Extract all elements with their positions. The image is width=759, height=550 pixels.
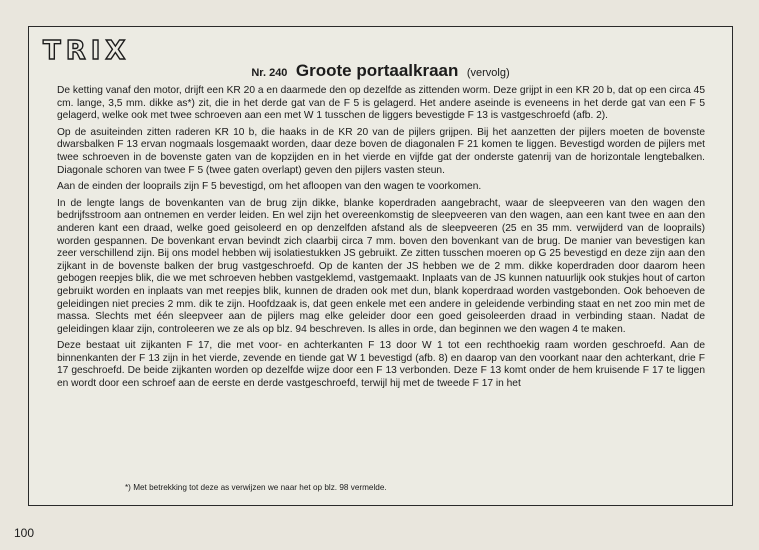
page-frame <box>28 26 733 506</box>
paragraph: Op de asuiteinden zitten raderen KR 10 b, die haaks in de KR 20 van de pijlers grijpen. Bij het aanzetten der pijlers moeten de bovenste dwarsbalken F 13 ervan nogmaals losgemaakt worden, daar deze boven de diagonalen F 21 komen te liggen. Bevestigd worden de pijlers met twee schroeven in de bovenste gaten van de kopzijden en in het vierde en vijfde gat der onderste gatenrij van de horizontale lengtebalken. Diagonale schoren van twee F 5 (twee gaten overlapt) geven den pijlers vasten steun. <box>57 126 705 176</box>
paragraph: Deze bestaat uit zijkanten F 17, die met voor- en achterkanten F 13 door W 1 tot een rechthoekig raam worden geschroefd. Aan de binnenkanten der F 13 zijn in het vierde, zevende en tiende gat W 1 bevestigd (afb. 8) en daarop van den voorkant naar den achterkant, drie F 17 geschroefd. De beide zijkanten worden op dezelfde wijze door een F 13 verbonden. Deze F 13 komt onder de hem kruisende F 17 te liggen en wordt door een schroef aan de eerste en derde vastgeschroefd, terwijl hij met de tweede F 17 in het <box>57 340 705 390</box>
trix-logo: TRIX <box>43 36 131 66</box>
paragraph: Aan de einden der looprails zijn F 5 bevestigd, om het afloopen van den wagen te voorkomen. <box>57 181 482 193</box>
page-number: 100 <box>14 526 35 540</box>
footnote: *) Met betrekking tot deze as verwijzen we naar het op blz. 98 vermelde. <box>125 483 387 492</box>
paragraph: In de lengte langs de bovenkanten van de brug zijn dikke, blanke koperdraden aangebracht, waar de sleepveeren van den wagen den bedrijfsstroom aan ontnemen en verder leiden. En wel zijn het overeenkomstig de sleepveeren van den wagen, aan een kant twee en aan den anderen kant een draad, welke goed geisoleerd en op denzelfden afstand als de sleepveeren (25 en 35 mm. verwijderd van de looprails) worden gespannen. De bovenkant ervan bevindt zich claarbij circa 7 mm. boven den bovenkant van de brug. De manier van bevestigen kan zeer verschillend zijn. Bij ons model hebben wij isolatiestukken JS gebruikt. Ze zitten tusschen moeren op G 25 bevestigd en deze zijn aan den zijkant in de bovenste balken der brug vastgeschroefd. Op de kanten der JS hebben we de 2 mm. dikke koperdraden door daarom heen gebogen reepjes blik, die we met schroeven hebben vastgeklemd, vastgemaakt. Inplaats van de JS kunnen natuurlijk ook stukjes hout of carton gebruikt worden en inplaats van met reepjes blik, kunnen de draden ook met dun, blank koperdraad worden vastgebonden. Ook behoeven de geleidingen niet precies 2 mm. dik te zijn. Hoofdzaak is, dat geen enkele met een andere in geleidende verbinding staat en net zoo min met de massa. Slechts met één sleepveer aan de pijlers mag elke geleider door een goed geisoleerden draad in verbinding staan. Nadat de geleidingen klaar zijn, controleeren we ze als op blz. 94 beschreven. Is alles in orde, dan beginnen we den wagen 4 te maken. <box>57 197 705 335</box>
title-sub: (vervolg) <box>466 67 510 79</box>
page-title <box>29 61 732 81</box>
title-main: Groote portaalkraan <box>295 61 459 80</box>
body-text <box>57 85 705 395</box>
paragraph: De ketting vanaf den motor, drijft een KR 20 a en daarmede den op dezelfde as zittenden worm. Deze grijpt in een KR 20 b, dat op een circa 45 cm. lange, 3,5 mm. dikke as*) zit, die in het derde gat van de F 5 is gelagerd. Het andere aseinde is eveneens in het derde gat van een F 5 gelagerd, welke ook met twee schroeven aan een met W 1 tusschen de liggers bevestigde F 13 is vastgeschroefd (afb. 2). <box>57 85 705 122</box>
model-number: Nr. 240 <box>251 67 288 79</box>
